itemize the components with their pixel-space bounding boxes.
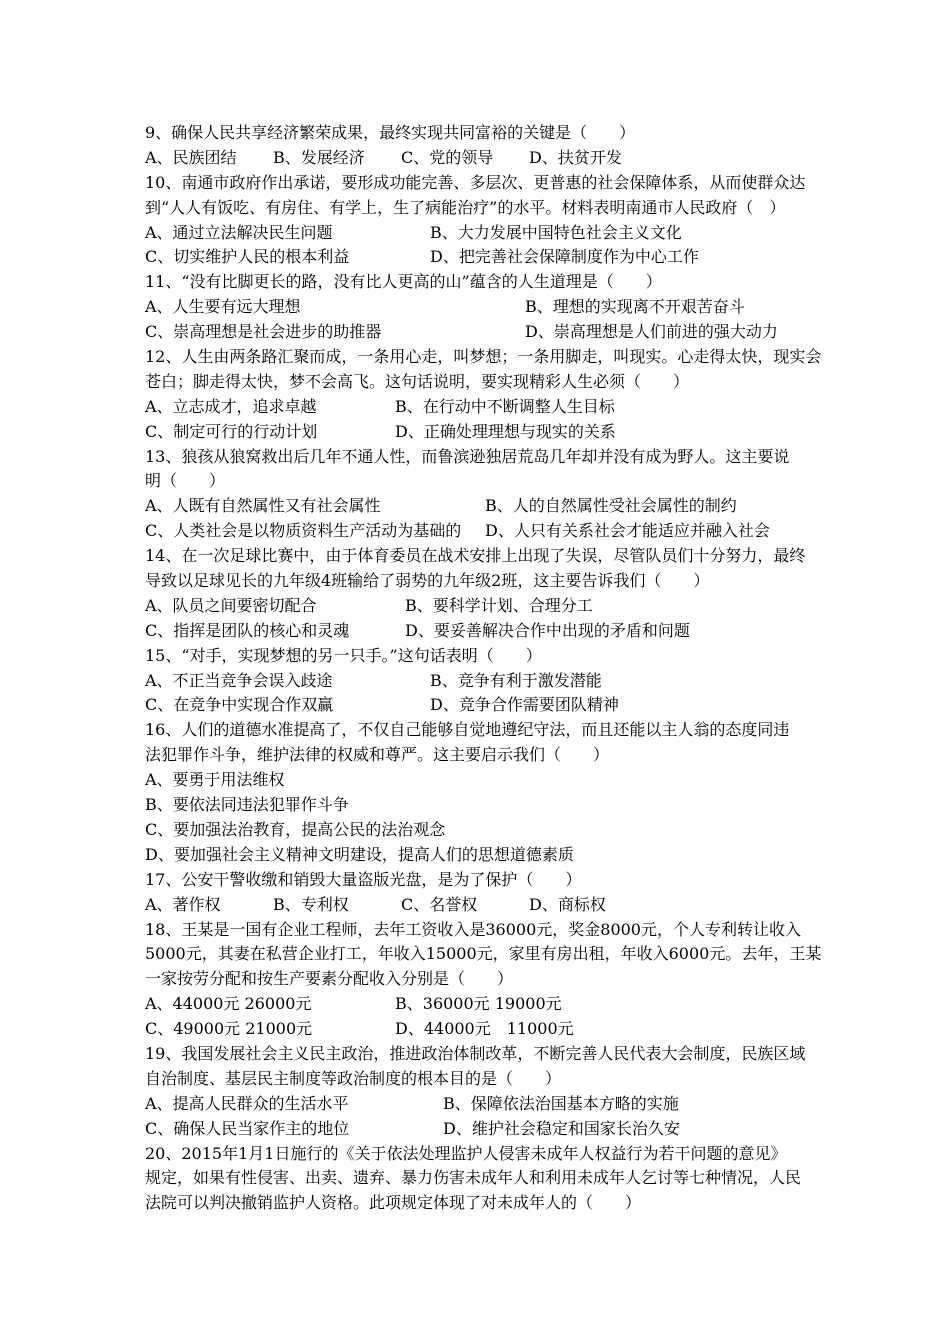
option-c: C、名誉权 bbox=[401, 894, 478, 914]
question-19-stem-line-2: 自治制度、基层民主制度等政治制度的根本目的是（ ） bbox=[145, 1068, 562, 1088]
option-d: D、维护社会稳定和国家长治久安 bbox=[443, 1118, 680, 1138]
question-19-stem-line-1: 19、我国发展社会主义民主政治，推进政治体制改革，不断完善人民代表大会制度，民族区域 bbox=[145, 1043, 806, 1063]
question-16-option-a: A、要勇于用法维权 bbox=[145, 770, 285, 790]
question-9-options bbox=[145, 146, 815, 171]
option-b: B、发展经济 bbox=[273, 147, 365, 167]
option-a: A、人生要有远大理想 bbox=[145, 297, 301, 317]
question-11-options-row-1 bbox=[145, 295, 815, 320]
option-c: C、切实维护人民的根本利益 bbox=[145, 247, 350, 267]
question-15-options-row-1 bbox=[145, 669, 815, 694]
option-a: A、44000元 26000元 bbox=[145, 994, 312, 1014]
option-d: D、要妥善解决合作中出现的矛盾和问题 bbox=[405, 620, 690, 640]
question-17-options bbox=[145, 893, 815, 918]
question-14-stem-line-2: 导致以足球见长的九年级4班输给了弱势的九年级2班，这主要告诉我们（ ） bbox=[145, 571, 710, 591]
question-10-stem-line-2: 到“人人有饭吃、有房住、有学上，生了病能治疗”的水平。材料表明南通市人民政府（ ） bbox=[145, 197, 786, 217]
question-16-stem-line-1: 16、人们的道德水准提高了，不仅自己能够自觉地遵纪守法，而且还能以主人翁的态度同违 bbox=[145, 720, 790, 740]
question-15-options-row-2 bbox=[145, 693, 815, 718]
question-10-options-row-1 bbox=[145, 221, 815, 246]
option-c: C、确保人民当家作主的地位 bbox=[145, 1118, 350, 1138]
option-d: D、44000元 11000元 bbox=[395, 1019, 574, 1039]
option-b: B、理想的实现离不开艰苦奋斗 bbox=[525, 297, 745, 317]
option-a: A、提高人民群众的生活水平 bbox=[145, 1093, 349, 1113]
option-b: B、要科学计划、合理分工 bbox=[405, 595, 593, 615]
option-a: A、队员之间要密切配合 bbox=[145, 595, 317, 615]
option-b: B、保障依法治国基本方略的实施 bbox=[443, 1093, 679, 1113]
option-c: C、在竞争中实现合作双赢 bbox=[145, 695, 334, 715]
option-d: D、把完善社会保障制度作为中心工作 bbox=[430, 247, 699, 267]
option-b: B、人的自然属性受社会属性的制约 bbox=[485, 496, 737, 516]
question-16-option-c: C、要加强法治教育，提高公民的法治观念 bbox=[145, 819, 446, 839]
question-18-options-row-2 bbox=[145, 1017, 815, 1042]
option-a: A、人既有自然属性又有社会属性 bbox=[145, 496, 381, 516]
question-14-options-row-1 bbox=[145, 594, 815, 619]
question-20-stem-line-3: 法院可以判决撤销监护人资格。此项规定体现了对未成年人的（ ） bbox=[145, 1193, 642, 1213]
question-12-stem-line-1: 12、人生由两条路汇聚而成，一条用心走，叫梦想；一条用脚走，叫现实。心走得太快，现实会 bbox=[145, 347, 822, 367]
question-10-stem-line-1: 10、南通市政府作出承诺，要形成功能完善、多层次、更普惠的社会保障体系，从而使群众达 bbox=[145, 172, 806, 192]
option-d: D、扶贫开发 bbox=[529, 147, 622, 167]
option-d: D、竞争合作需要团队精神 bbox=[430, 695, 619, 715]
option-c: C、党的领导 bbox=[401, 147, 494, 167]
option-b: B、在行动中不断调整人生目标 bbox=[395, 396, 615, 416]
option-b: B、大力发展中国特色社会主义文化 bbox=[430, 222, 682, 242]
option-d: D、崇高理想是人们前进的强大动力 bbox=[525, 322, 778, 342]
option-d: D、正确处理理想与现实的关系 bbox=[395, 421, 616, 441]
question-16-option-d: D、要加强社会主义精神文明建设，提高人们的思想道德素质 bbox=[145, 844, 574, 864]
question-20-stem-line-1: 20、2015年1月1日施行的《关于依法处理监护人侵害未成年人权益行为若干问题的意见》 bbox=[145, 1143, 787, 1163]
question-list bbox=[145, 121, 822, 1216]
question-12-stem-line-2: 苍白；脚走得太快，梦不会高飞。这句话说明，要实现精彩人生必须（ ） bbox=[145, 371, 690, 391]
question-19-options-row-2 bbox=[145, 1117, 815, 1142]
option-c: C、49000元 21000元 bbox=[145, 1019, 313, 1039]
question-10-options-row-2 bbox=[145, 245, 815, 270]
option-d: D、商标权 bbox=[529, 894, 606, 914]
question-20-stem-line-2: 规定，如果有性侵害、出卖、遗弃、暴力伤害未成年人和利用未成年人乞讨等七种情况，人民 bbox=[145, 1168, 802, 1188]
option-a: A、不正当竞争会误入歧途 bbox=[145, 670, 333, 690]
question-9-stem: 9、确保人民共享经济繁荣成果，最终实现共同富裕的关键是（ ） bbox=[145, 123, 636, 142]
question-18-options-row-1 bbox=[145, 992, 815, 1017]
question-11-options-row-2 bbox=[145, 320, 815, 345]
option-d: D、人只有关系社会才能适应并融入社会 bbox=[485, 521, 770, 541]
question-13-options-row-2 bbox=[145, 519, 815, 544]
question-19-options-row-1 bbox=[145, 1092, 815, 1117]
option-a: A、民族团结 bbox=[145, 147, 237, 167]
question-18-stem-line-1: 18、王某是一国有企业工程师，去年工资收入是36000元，奖金8000元，个人专利转让收入 bbox=[145, 919, 801, 939]
question-12-options-row-2 bbox=[145, 420, 815, 445]
option-b: B、专利权 bbox=[273, 894, 349, 914]
option-c: C、人类社会是以物质资料生产活动为基础的 bbox=[145, 521, 462, 541]
question-13-stem-line-2: 明（ ） bbox=[145, 471, 226, 491]
option-b: B、36000元 19000元 bbox=[395, 994, 562, 1014]
question-12-options-row-1 bbox=[145, 395, 815, 420]
option-a: A、著作权 bbox=[145, 894, 221, 914]
option-b: B、竞争有利于激发潜能 bbox=[430, 670, 602, 690]
question-13-options-row-1 bbox=[145, 494, 815, 519]
option-a: A、通过立法解决民生问题 bbox=[145, 222, 333, 242]
question-18-stem-line-3: 一家按劳分配和按生产要素分配收入分别是（ ） bbox=[145, 969, 514, 989]
question-17-stem: 17、公安干警收缴和销毁大量盗版光盘，是为了保护（ ） bbox=[145, 869, 582, 889]
question-15-stem: 15、“对手，实现梦想的另一只手。”这句话表明（ ） bbox=[145, 645, 542, 665]
question-14-options-row-2 bbox=[145, 619, 815, 644]
question-13-stem-line-1: 13、狼孩从狼窝救出后几年不通人性，而鲁滨逊独居荒岛几年却并没有成为野人。这主要说 bbox=[145, 446, 790, 466]
option-c: C、崇高理想是社会进步的助推器 bbox=[145, 322, 382, 342]
question-11-stem: 11、“没有比脚更长的路，没有比人更高的山”蕴含的人生道理是（ ） bbox=[145, 272, 662, 292]
question-18-stem-line-2: 5000元，其妻在私营企业打工，年收入15000元，家里有房出租，年收入6000元。去年，王某 bbox=[145, 944, 822, 964]
option-c: C、指挥是团队的核心和灵魂 bbox=[145, 620, 350, 640]
option-a: A、立志成才，追求卓越 bbox=[145, 396, 317, 416]
question-16-stem-line-2: 法犯罪作斗争，维护法律的权威和尊严。这主要启示我们（ ） bbox=[145, 745, 610, 765]
question-14-stem-line-1: 14、在一次足球比赛中，由于体育委员在战术安排上出现了失误，尽管队员们十分努力，最终 bbox=[145, 546, 806, 566]
question-16-option-b: B、要依法同违法犯罪作斗争 bbox=[145, 795, 349, 815]
option-c: C、制定可行的行动计划 bbox=[145, 421, 318, 441]
